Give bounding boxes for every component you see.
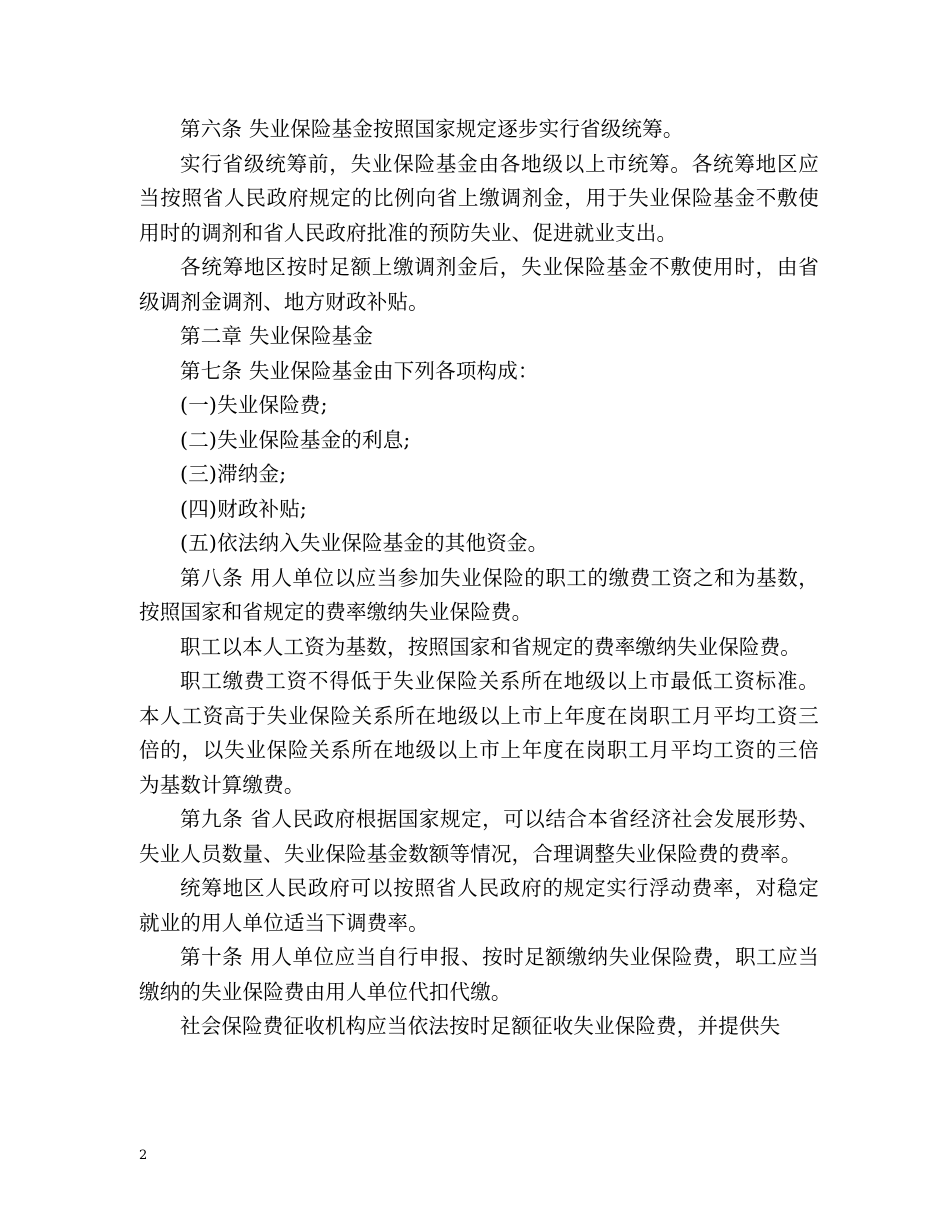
paragraph-article-8: 第八条 用人单位以应当参加失业保险的职工的缴费工资之和为基数，按照国家和省规定的费率缴纳失业保险费。 [139, 565, 819, 624]
paragraph-article-9: 第九条 省人民政府根据国家规定，可以结合本省经济社会发展形势、失业人员数量、失业保险基金数额等情况，合理调整失业保险费的费率。 [139, 807, 819, 866]
chapter-heading: 第二章 失业保险基金 [180, 324, 374, 348]
list-item-5: (五)依法纳入失业保险基金的其他资金。 [180, 531, 549, 555]
list-item-2: (二)失业保险基金的利息; [180, 427, 411, 452]
paragraph-provincial-pooling: 实行省级统筹前，失业保险基金由各地级以上市统筹。各统筹地区应当按照省人民政府规定的比例向省上缴调剂金，用于失业保险基金不敷使用时的调剂和省人民政府批准的预防失业、促进就业支出。 [139, 151, 819, 245]
paragraph-floating-rate: 统筹地区人民政府可以按照省人民政府的规定实行浮动费率，对稳定就业的用人单位适当下调费率。 [139, 876, 819, 935]
paragraph-adjustment-fund: 各统筹地区按时足额上缴调剂金后，失业保险基金不敷使用时，由省级调剂金调剂、地方财政补贴。 [139, 255, 819, 314]
paragraph-wage-floor: 职工缴费工资不得低于失业保险关系所在地级以上市最低工资标准。本人工资高于失业保险关系所在地级以上市上年度在岗职工月平均工资三倍的，以失业保险关系所在地级以上市上年度在岗职工月平均工资的三倍为基数计算缴费。 [139, 669, 819, 797]
list-item-4: (四)财政补贴; [180, 496, 308, 521]
page-number: 2 [139, 1148, 148, 1163]
list-item-3: (三)滞纳金; [180, 462, 287, 486]
paragraph-collection-agency: 社会保险费征收机构应当依法按时足额征收失业保险费，并提供失 [180, 1014, 781, 1038]
paragraph-employee-contribution: 职工以本人工资为基数，按照国家和省规定的费率缴纳失业保险费。 [180, 634, 801, 659]
paragraph-article-6: 第六条 失业保险基金按照国家规定逐步实行省级统筹。 [180, 117, 684, 141]
paragraph-article-10: 第十条 用人单位应当自行申报、按时足额缴纳失业保险费，职工应当缴纳的失业保险费由用人单位代扣代缴。 [139, 945, 819, 1004]
document-body [139, 112, 819, 1044]
list-item-1: (一)失业保险费; [180, 393, 328, 417]
paragraph-article-7: 第七条 失业保险基金由下列各项构成： [180, 358, 539, 383]
